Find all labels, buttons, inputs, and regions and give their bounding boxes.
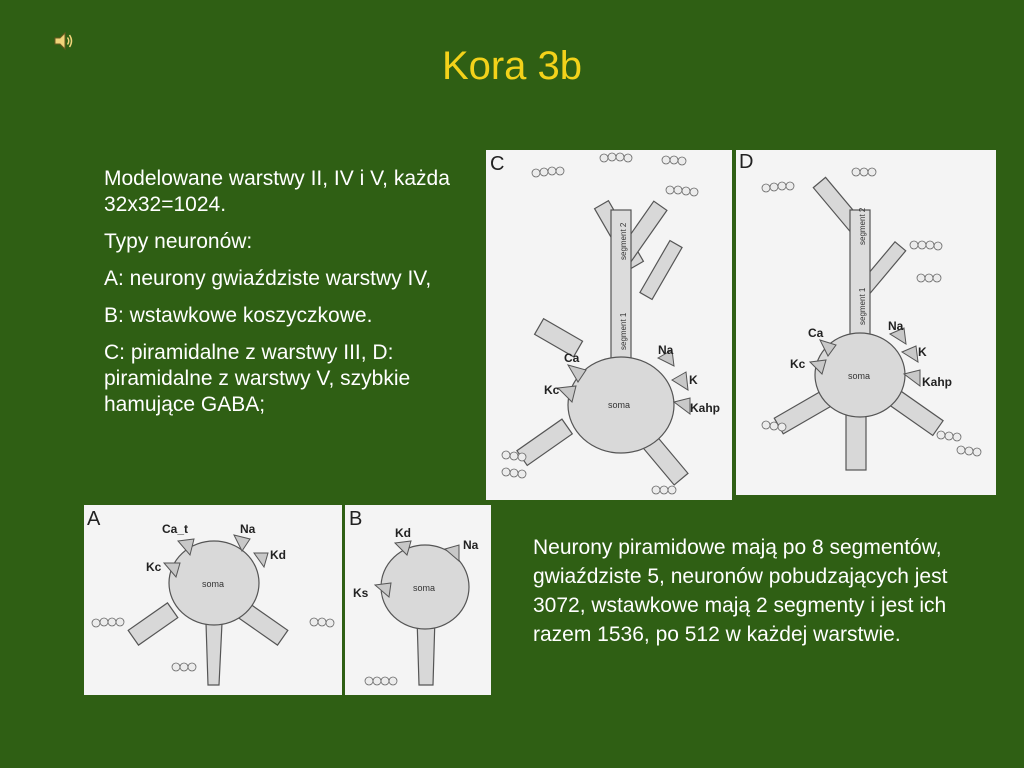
ion-d-na: Na: [888, 319, 904, 333]
text-neuron-types: Typy neuronów:: [104, 230, 253, 253]
soma-b-label: soma: [413, 583, 436, 593]
ion-d-kahp: Kahp: [922, 375, 952, 389]
bottom-text-block: Neurony piramidowe mają po 8 segmentów, gwiaździste 5, neuronów pobudzających jest 3072, wstawkowe mają 2 segmenty i jest ich razem 1536, po 512 w każdej warstwie.: [533, 536, 948, 646]
figure-a-label: A: [87, 508, 101, 530]
figure-c-label: C: [490, 153, 505, 175]
ion-c-kc: Kc: [544, 383, 560, 397]
ion-d-kc: Kc: [790, 357, 806, 371]
soma-a-label: soma: [202, 579, 225, 589]
slide-title: Kora 3b: [441, 44, 583, 88]
ion-a-cat: Ca_t: [162, 522, 189, 536]
ion-c-k: K: [689, 373, 698, 387]
ion-d-ca: Ca: [808, 326, 824, 340]
ion-c-na: Na: [658, 343, 674, 357]
seg-d-1: segment 1: [858, 287, 867, 325]
ion-d-k: K: [918, 345, 927, 359]
ion-c-kahp: Kahp: [690, 401, 720, 415]
soma-c-label: soma: [608, 400, 631, 410]
ion-b-ks: Ks: [353, 586, 369, 600]
figure-b: [345, 505, 491, 695]
ion-c-ca: Ca: [564, 351, 580, 365]
left-text-block: [104, 166, 476, 429]
text-type-cd: C: piramidalne z warstwy III, D: piramidalne z warstwy V, szybkie hamujące GABA;: [104, 341, 411, 416]
seg-c-2: segment 2: [619, 222, 628, 260]
figure-a: [84, 505, 342, 695]
text-type-a: A: neurony gwiaździste warstwy IV,: [104, 267, 432, 290]
figure-d: [736, 150, 996, 495]
text-layers: Modelowane warstwy II, IV i V, każda 32x32=1024.: [104, 167, 450, 216]
ion-b-na: Na: [463, 538, 479, 552]
ion-a-na: Na: [240, 522, 256, 536]
seg-d-2: segment 2: [858, 207, 867, 245]
figure-b-label: B: [349, 508, 363, 530]
figure-c: [486, 150, 732, 500]
soma-d-label: soma: [848, 371, 871, 381]
ion-b-kd: Kd: [395, 526, 411, 540]
text-type-b: B: wstawkowe koszyczkowe.: [104, 304, 373, 327]
ion-a-kd: Kd: [270, 548, 286, 562]
seg-c-1: segment 1: [619, 312, 628, 350]
figure-d-label: D: [739, 151, 754, 173]
ion-a-kc: Kc: [146, 560, 162, 574]
